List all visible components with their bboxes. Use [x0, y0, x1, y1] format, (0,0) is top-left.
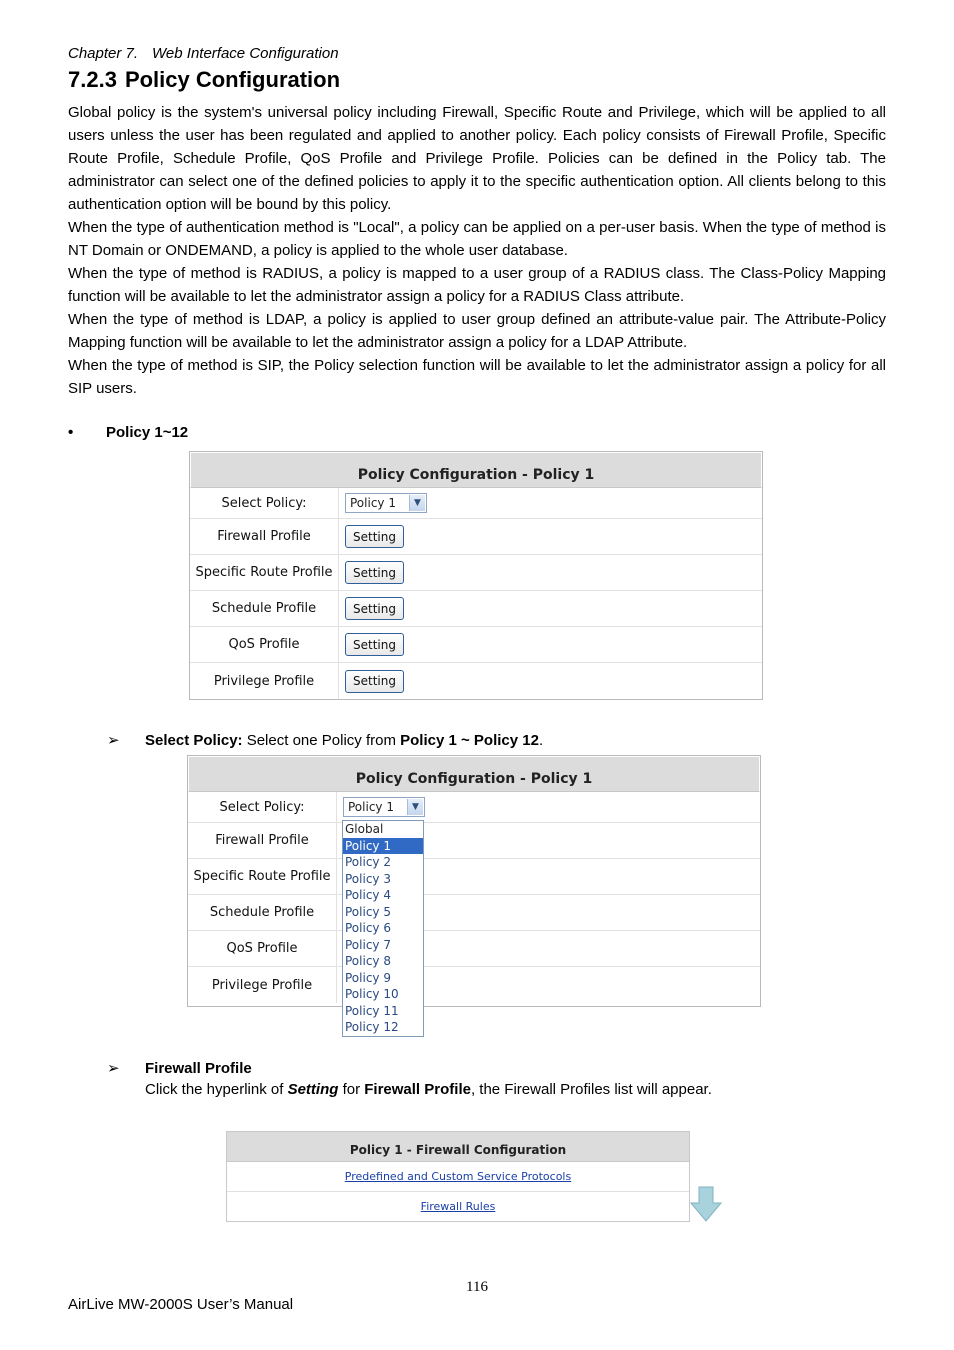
firewall-config-panel [226, 1131, 690, 1222]
policy-select-open[interactable] [343, 797, 425, 817]
schedule-profile-label: Schedule Profile [188, 895, 337, 930]
dropdown-option[interactable]: Policy 7 [345, 937, 391, 952]
arrow-bullet-icon: ➢ [107, 732, 120, 749]
section-number: 7.2.3 [68, 67, 117, 92]
policy-dropdown-list [342, 820, 424, 1037]
dropdown-option[interactable]: Policy 11 [345, 1003, 399, 1018]
privilege-profile-label: Privilege Profile [188, 967, 337, 1003]
footer-manual-title: AirLive MW-2000S User’s Manual [68, 1296, 294, 1313]
firewall-profile-label: Firewall Profile [188, 823, 337, 858]
select-policy-row [190, 488, 762, 519]
policy-range: Policy 1 ~ Policy 12 [400, 732, 539, 749]
profile-word: Firewall Profile [364, 1081, 471, 1098]
route-profile-label: Specific Route Profile [188, 859, 337, 894]
dropdown-option[interactable]: Policy 6 [345, 921, 391, 935]
select-policy-row [188, 792, 760, 823]
privilege-profile-label: Privilege Profile [190, 663, 339, 699]
policy-config-panel [189, 451, 763, 700]
paragraph: When the type of method is RADIUS, a policy is mapped to a user group of a RADIUS class. The Class-Policy Mapping function will be available to let the administrator assign a policy for a RADIUS Class attribute. [68, 265, 886, 305]
panel-title: Policy Configuration - Policy 1 [188, 756, 760, 792]
dropdown-option[interactable]: Policy 9 [345, 970, 391, 985]
dropdown-option[interactable]: Policy 10 [345, 987, 399, 1001]
firewall-instruction [145, 1081, 712, 1098]
privilege-profile-row [188, 967, 760, 1003]
privilege-profile-row [190, 663, 762, 699]
paragraph: When the type of method is SIP, the Policy selection function will be available to let the administrator assign a policy for all SIP users. [68, 357, 886, 397]
qos-profile-label: QoS Profile [188, 931, 337, 966]
privilege-setting-button[interactable]: Setting [345, 670, 404, 693]
policy-select[interactable] [345, 493, 427, 513]
qos-setting-button[interactable]: Setting [345, 633, 404, 656]
dropdown-option-selected[interactable]: Policy 1 [343, 838, 423, 855]
instruction-text: Click the hyperlink of [145, 1081, 288, 1098]
schedule-profile-row [188, 895, 760, 931]
policy-config-panel-dropdown [187, 755, 761, 1007]
paragraph: When the type of authentication method is "Local", a policy can be applied on a per-user basis. When the type of method is NT Domain or ONDEMAND, a policy is applied to the whole user database. [68, 219, 886, 259]
firewall-profile-row [188, 823, 760, 859]
page-number: 116 [466, 1279, 488, 1295]
dropdown-option[interactable]: Policy 5 [345, 904, 391, 919]
section-title-text: Policy Configuration [124, 67, 341, 92]
select-policy-note [107, 731, 543, 749]
firewall-rules-row [227, 1192, 689, 1221]
chevron-down-icon[interactable]: ▼ [409, 495, 425, 511]
arrow-bullet-icon: ➢ [107, 1060, 120, 1077]
down-arrow-icon [690, 1186, 722, 1227]
instruction-text: , the Firewall Profiles list will appear. [470, 1081, 712, 1098]
note-period: . [538, 732, 544, 749]
bullet-icon: • [68, 424, 74, 441]
route-setting-button[interactable]: Setting [345, 561, 404, 584]
schedule-profile-row [190, 591, 762, 627]
chevron-down-icon[interactable]: ▼ [407, 799, 423, 815]
dropdown-option[interactable]: Policy 8 [345, 954, 391, 968]
policy-select-value: Policy 1 [348, 800, 394, 814]
qos-profile-row [190, 627, 762, 663]
select-policy-heading: Select Policy: [145, 732, 243, 749]
firewall-panel-title: Policy 1 - Firewall Configuration [227, 1132, 689, 1162]
setting-word: Setting [287, 1081, 339, 1098]
policy-select-value: Policy 1 [350, 496, 396, 510]
firewall-profile-row [190, 519, 762, 555]
dropdown-option[interactable]: Policy 2 [345, 855, 391, 869]
firewall-setting-button[interactable]: Setting [345, 525, 404, 548]
panel-title: Policy Configuration - Policy 1 [190, 452, 762, 488]
dropdown-option[interactable]: Global [345, 822, 384, 836]
bullet-label: Policy 1~12 [106, 424, 189, 441]
route-profile-row [190, 555, 762, 591]
section-title [68, 67, 340, 93]
dropdown-option[interactable]: Policy 12 [345, 1020, 399, 1034]
note-text: Select one Policy from [242, 732, 401, 749]
bullet-policy-range [68, 424, 188, 441]
paragraph: When the type of method is LDAP, a policy is applied to user group defined an attribute-value pair. The Attribute-Policy Mapping function will be available to let the administrator assign a policy for a LDAP Attribute. [68, 311, 886, 351]
paragraph: Global policy is the system's universal policy including Firewall, Specific Route and Privilege, which will be applied to all users unless the user has been regulated and applied to another policy. Each policy consists of Firewall Profile, Specific Route Profile, Schedule Profile, QoS Profile and Privilege Profile. Policies can be defined in the Policy tab. The administrator can select one of the defined policies to apply it to the specific authentication option. All clients belong to this authentication option will be bound by this policy. [68, 104, 886, 213]
service-protocols-row [227, 1162, 689, 1192]
chapter-header [68, 45, 339, 62]
body-text [68, 101, 886, 400]
instruction-text: for [338, 1081, 365, 1098]
route-profile-row [188, 859, 760, 895]
schedule-setting-button[interactable]: Setting [345, 597, 404, 620]
firewall-heading: Firewall Profile [145, 1060, 252, 1077]
service-protocols-link[interactable]: Predefined and Custom Service Protocols [344, 1170, 572, 1183]
chapter-title: Web Interface Configuration [152, 45, 339, 62]
qos-profile-row [188, 931, 760, 967]
dropdown-option[interactable]: Policy 3 [345, 871, 391, 886]
firewall-profile-label: Firewall Profile [190, 519, 339, 554]
select-policy-label: Select Policy: [188, 792, 337, 822]
firewall-rules-link[interactable]: Firewall Rules [420, 1200, 496, 1213]
firewall-note [107, 1059, 712, 1098]
chapter-number: Chapter 7. [68, 45, 139, 62]
dropdown-option[interactable]: Policy 4 [345, 888, 391, 902]
select-policy-label: Select Policy: [190, 488, 339, 518]
qos-profile-label: QoS Profile [190, 627, 339, 662]
route-profile-label: Specific Route Profile [190, 555, 339, 590]
schedule-profile-label: Schedule Profile [190, 591, 339, 626]
